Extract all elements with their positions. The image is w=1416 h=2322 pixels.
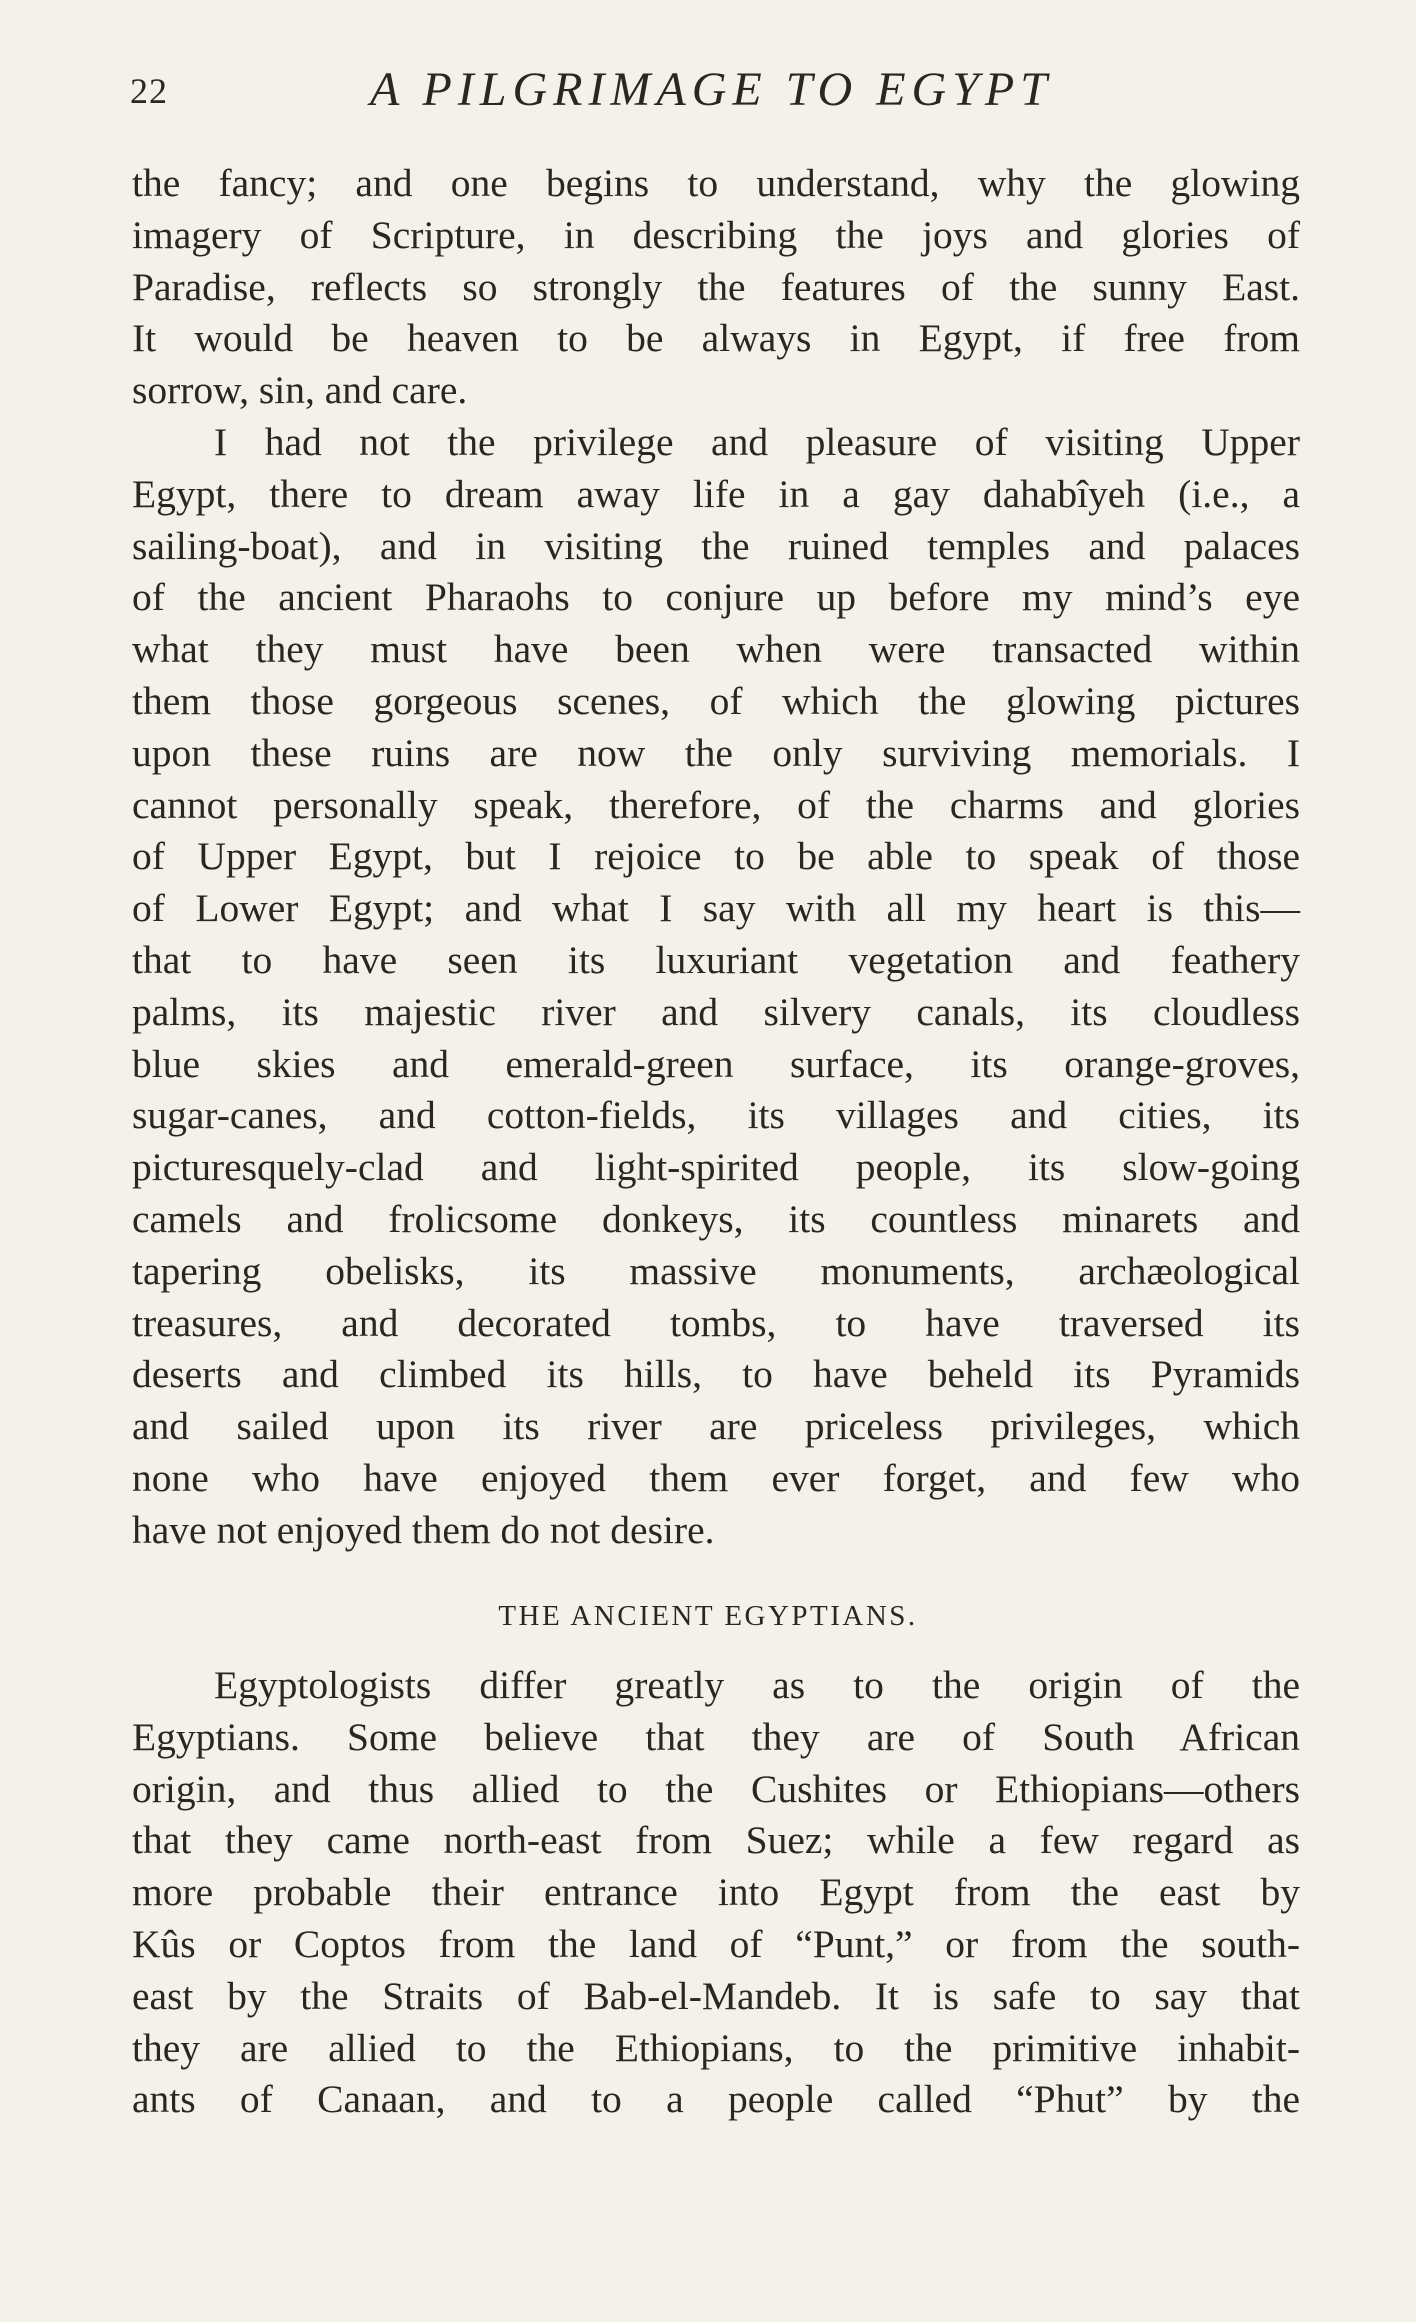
text-line: deserts and climbed its hills, to have beheld its Pyramids <box>132 1352 1300 1397</box>
section-heading: THE ANCIENT EGYPTIANS. <box>498 1600 918 1632</box>
text-line-content: I had not the privilege and pleasure of visiting Upper <box>214 419 1300 464</box>
text-line: of Lower Egypt; and what I say with all my heart is this— <box>132 886 1300 931</box>
text-line: more probable their entrance into Egypt from the east by <box>132 1870 1300 1915</box>
text-line: treasures, and decorated tombs, to have traversed its <box>132 1300 1300 1345</box>
text-line: upon these ruins are now the only surviving memorials. I <box>132 730 1300 775</box>
running-head <box>130 62 1300 122</box>
body-text-bottom <box>132 1660 1300 2126</box>
paragraph <box>132 417 1300 1557</box>
text-line: Kûs or Coptos from the land of “Punt,” or from the south- <box>132 1921 1300 1966</box>
text-line: they are allied to the Ethiopians, to the primitive inhabit- <box>132 2025 1300 2070</box>
text-line: have not enjoyed them do not desire. <box>132 1507 715 1552</box>
text-line: blue skies and emerald-green surface, its orange-groves, <box>132 1041 1300 1086</box>
text-line: sailing-boat), and in visiting the ruined temples and palaces <box>132 523 1300 568</box>
text-line: Egypt, there to dream away life in a gay dahabîyeh (i.e., a <box>132 471 1300 516</box>
text-line: them those gorgeous scenes, of which the glowing pictures <box>132 678 1300 723</box>
text-line: of Upper Egypt, but I rejoice to be able to speak of those <box>132 834 1300 879</box>
text-line: that to have seen its luxuriant vegetation and feathery <box>132 937 1300 982</box>
text-line: and sailed upon its river are priceless privileges, which <box>132 1404 1300 1449</box>
text-line <box>132 1660 1300 1712</box>
text-line: imagery of Scripture, in describing the joys and glories of <box>132 212 1300 257</box>
text-line: Egyptians. Some believe that they are of South African <box>132 1714 1300 1759</box>
text-line: It would be heaven to be always in Egypt, if free from <box>132 316 1300 361</box>
text-line: palms, its majestic river and silvery canals, its cloudless <box>132 989 1300 1034</box>
text-line: none who have enjoyed them ever forget, and few who <box>132 1455 1300 1500</box>
text-line: Paradise, reflects so strongly the features of the sunny East. <box>132 264 1300 309</box>
text-line: the fancy; and one begins to understand, why the glowing <box>132 161 1300 205</box>
text-line: cannot personally speak, therefore, of the charms and glories <box>132 782 1300 827</box>
text-line: of the ancient Pharaohs to conjure up before my mind’s eye <box>132 575 1300 620</box>
text-line: that they came north-east from Suez; while a few regard as <box>132 1818 1300 1863</box>
text-line: origin, and thus allied to the Cushites or Ethiopians—others <box>132 1766 1300 1811</box>
running-title: A PILGRIMAGE TO EGYPT <box>370 63 1053 116</box>
text-line: sugar-canes, and cotton-fields, its villages and cities, its <box>132 1093 1300 1138</box>
text-line: ants of Canaan, and to a people called “Phut” by the <box>132 2077 1300 2122</box>
paragraph <box>132 1660 1300 2126</box>
body-text-top <box>132 158 1300 1557</box>
text-line: sorrow, sin, and care. <box>132 368 468 413</box>
text-line: what they must have been when were transacted within <box>132 627 1300 672</box>
text-line: east by the Straits of Bab-el-Mandeb. It is safe to say that <box>132 1973 1300 2018</box>
paragraph <box>132 158 1300 417</box>
page-number: 22 <box>130 71 168 111</box>
text-line <box>132 417 1300 469</box>
text-line: picturesquely-clad and light-spirited people, its slow-going <box>132 1145 1300 1190</box>
text-line-content: Egyptologists differ greatly as to the origin of the <box>214 1663 1300 1707</box>
text-line: tapering obelisks, its massive monuments, archæological <box>132 1248 1300 1293</box>
text-line: camels and frolicsome donkeys, its countless minarets and <box>132 1196 1300 1241</box>
